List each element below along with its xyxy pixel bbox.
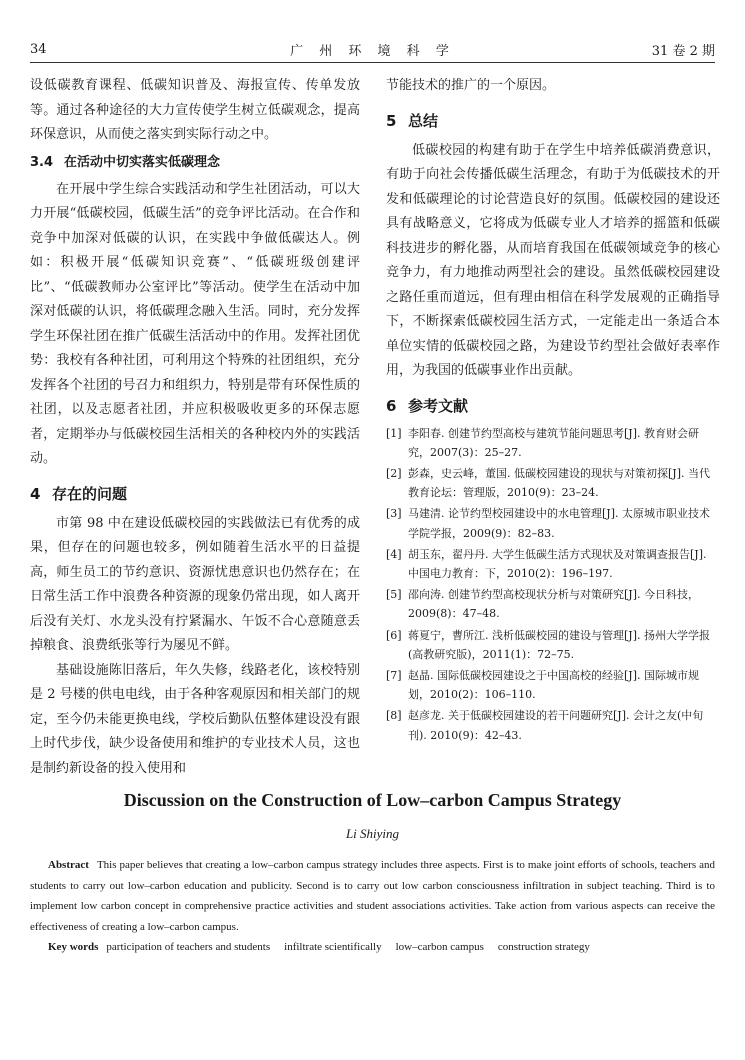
reference-text: 邵向涛. 创建节约型高校现状分析与对策研究[J]. 今日科技，2009(8)：47–48. bbox=[408, 588, 699, 621]
reference-number: [6] bbox=[386, 628, 402, 642]
reference-item bbox=[386, 464, 720, 502]
section-number: 5 bbox=[386, 111, 397, 130]
reference-text: 彭森，史云峰，董国. 低碳校园建设的现状与对策初探[J]. 当代教育论坛：管理版，2010(9)：23–24. bbox=[408, 466, 710, 500]
section-title: 存在的问题 bbox=[52, 484, 128, 503]
reference-number: [8] bbox=[386, 709, 402, 723]
reference-list bbox=[386, 424, 720, 745]
reference-item bbox=[386, 424, 720, 462]
reference-number: [7] bbox=[386, 668, 402, 682]
reference-text: 胡玉东，翟丹丹. 大学生低碳生活方式现状及对策调查报告[J]. 中国电力教育：下，2010(2)：196–197. bbox=[408, 547, 707, 580]
page-number: 34 bbox=[30, 41, 47, 57]
reference-number: [3] bbox=[386, 507, 402, 521]
reference-number: [2] bbox=[386, 466, 402, 480]
reference-number: [5] bbox=[386, 588, 402, 602]
reference-text: 蒋夏宁，曹所江. 浅析低碳校园的建设与管理[J]. 扬州大学学报(高教研究版)，2011(1)：72–75. bbox=[408, 628, 710, 661]
paragraph: 低碳校园的构建有助于在学生中培养低碳消费意识，有助于向社会传播低碳生活理念，有助于为低碳技术的开发和低碳理论的讨论营造良好的氛围。低碳校园的建设还具有战略意义，它将成为低碳专业人才培养的摇篮和低碳科技进步的孵化器，从而培育我国在低碳领域竞争的核心竞争力，有力地推动两型社会的建设。虽然低碳校园建设之路任重而道远，但有理由相信在科学发展观的正确指导下，不断探索低碳校园生活方式，一定能走出一条适合本单位实情的低碳校园之路，为建设节约型社会做好表率作用，为我国的低碳事业作出贡献。 bbox=[386, 142, 720, 378]
reference-number: [1] bbox=[386, 426, 402, 440]
reference-text: 赵彦龙. 关于低碳校园建设的若干问题研究[J]. 会计之友(中旬刊). 2010(9)：42–43. bbox=[408, 709, 704, 742]
section-heading-6 bbox=[386, 394, 720, 418]
reference-number: [4] bbox=[386, 547, 402, 561]
english-title: Discussion on the Construction of Low–carbon Campus Strategy bbox=[123, 790, 622, 810]
paragraph: 在开展中学生综合实践活动和学生社团活动，可以大力开展“低碳校园，低碳生活”的竞争评比活动。在合作和竞争中加深对低碳的认识，在实践中争做低碳达人。例如：积极开展“低碳知识竞赛”、“低碳班级创建评比”、“低碳教师办公室评比”等活动。使学生在活动中加深对低碳的认识，将低碳理念融入生活。同时，充分发挥学生环保社团在推广低碳生活活动中的作用。发挥社团优势：我校有各种社团，可利用这个特殊的社团组织，充分发挥各个社团的号召力和组织力，特别是带有环保性质的社团，以及志愿者社团，并应积极吸收更多的环保志愿者，定期举办与低碳校园生活相关的各种校内外的实践活动。 bbox=[30, 181, 360, 466]
abstract-text: This paper believes that creating a low–carbon campus strategy includes three aspects. First is to make joint efforts of schools, teachers and students to carry out low–carbon education and publicity. Second is to carry out low carbon consciousness infiltration in subject teaching. Third is to implement low carbon concept in comprehensive practice activities and student associations activities. Take action from various aspects can receive the effectiveness of creating a low–carbon campus. bbox=[30, 859, 715, 933]
keyword: infiltrate scientifically bbox=[284, 941, 382, 953]
reference-text: 赵晶. 国际低碳校园建设之于中国高校的经验[J]. 国际城市规划，2010(2)：106–110. bbox=[408, 668, 699, 702]
section-title: 参考文献 bbox=[408, 396, 469, 415]
english-abstract bbox=[30, 855, 715, 937]
volume-issue: 31 卷 2 期 bbox=[651, 43, 715, 59]
reference-item bbox=[386, 666, 720, 704]
english-author: Li Shiying bbox=[345, 826, 400, 841]
reference-item bbox=[386, 585, 720, 623]
section-number: 3.4 bbox=[30, 154, 54, 170]
reference-item bbox=[386, 706, 720, 744]
section-heading-3-4 bbox=[30, 152, 360, 174]
section-heading-5 bbox=[386, 109, 720, 133]
section-title: 在活动中切实落实低碳理念 bbox=[64, 154, 221, 170]
paragraph: 设低碳教育课程、低碳知识普及、海报宣传、传单发放等。通过各种途径的大力宣传使学生树立低碳观念，提高环保意识，从而使之落实到实际行动之中。 bbox=[30, 78, 360, 142]
abstract-label: Abstract bbox=[48, 859, 89, 871]
keywords-label: Key words bbox=[48, 941, 99, 953]
right-column bbox=[386, 74, 720, 747]
paragraph: 市第 98 中在建设低碳校园的实践做法已有优秀的成果，但存在的问题也较多，例如随着生活水平的日益提高，师生员工的节约意识、资源忧患意识也仍然存在；在日常生活工作中浪费各种资源的现象仍常出现，如人离开后没有关灯、水龙头没有拧紧漏水、午饭不合心意随意丢掉粮食、浪费纸张等行为屡见不鲜。 bbox=[30, 515, 360, 653]
section-number: 6 bbox=[386, 396, 397, 415]
english-keywords bbox=[30, 937, 715, 957]
section-number: 4 bbox=[30, 484, 41, 503]
journal-name: 广 州 环 境 科 学 bbox=[290, 43, 455, 59]
keyword: participation of teachers and students bbox=[106, 941, 271, 953]
keyword: low–carbon campus bbox=[395, 941, 484, 953]
keyword: construction strategy bbox=[497, 941, 590, 953]
section-heading-4 bbox=[30, 482, 360, 506]
section-title: 总结 bbox=[408, 111, 439, 130]
reference-text: 马建清. 论节约型校园建设中的水电管理[J]. 太原城市职业技术学院学报，2009(9)：82–83. bbox=[408, 507, 710, 540]
reference-item bbox=[386, 504, 720, 542]
header-rule bbox=[30, 62, 715, 63]
paragraph: 基础设施陈旧落后，年久失修，线路老化，该校特别是 2 号楼的供电电线，由于各种客观原因和相关部门的规定，至今仍未能更换电线，学校后勤队伍整体建设没有跟上时代步伐，缺少设备使用和维护的专业技术人员，这也是制约新设备的投入使用和 bbox=[30, 662, 360, 776]
reference-text: 李阳春. 创建节约型高校与建筑节能问题思考[J]. 教育财会研究，2007(3)：25–27. bbox=[408, 426, 699, 459]
left-column bbox=[30, 74, 360, 781]
running-header bbox=[30, 38, 715, 60]
paragraph: 节能技术的推广的一个原因。 bbox=[386, 78, 556, 93]
reference-item bbox=[386, 626, 720, 664]
reference-item bbox=[386, 545, 720, 583]
